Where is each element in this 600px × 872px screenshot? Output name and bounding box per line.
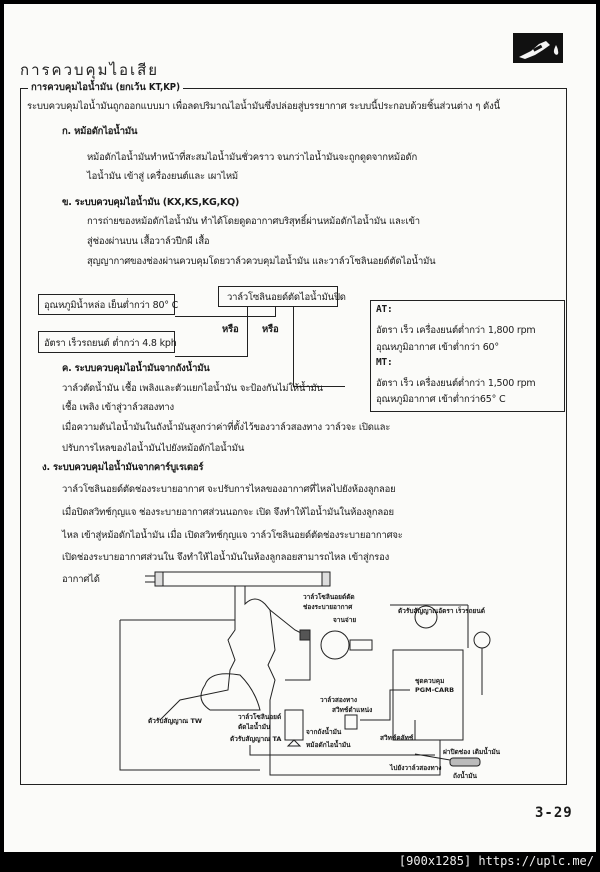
rpm-condition-box: AT: อัตรา เร็ว เครื่องยนต์ต่ำกว่า 1,800 rpm อุณหภูมิอากาศ เข้าต่ำกว่า 60° MT: อัตรา เร็ว เครื่องยนต์ต่ำกว่า 1,500 rpm อุณหภูมิอากาศ เข้าต่ำกว่า65° C xyxy=(370,300,565,412)
speed-condition-box: อัตรา เร็วรถยนต์ ต่ำกว่า 4.8 kph xyxy=(38,331,175,353)
item-a-line: หม้อดักไอน้ำมันทำหน้าที่สะสมไอน้ำมันชั่วคราว จนกว่าไอน้ำมันจะถูกดูดจากหม้อดัก xyxy=(87,152,417,163)
item-d-heading: ง. ระบบควบคุมไอน้ำมันจากคาร์บูเรเตอร์ xyxy=(42,462,204,473)
item-c-heading: ค. ระบบควบคุมไอน้ำมันจากถังน้ำมัน xyxy=(62,363,210,374)
item-c-line: วาล์วตัดน้ำมัน เชื้อ เพลิงและตัวแยกไอน้ำมัน จะป้องกันไม่ให้น้ำมัน xyxy=(62,383,323,394)
or-label: หรือ xyxy=(222,324,239,335)
item-d-line: ไหล เข้าสู่หม้อดักไอน้ำมัน เมื่อ เปิดสวิทช์กุญแจ วาล์วโซลินอยด์ตัดช่องระบายอากาศจะ xyxy=(62,530,403,541)
connector xyxy=(293,307,294,387)
connector xyxy=(175,356,248,357)
connector xyxy=(247,307,248,356)
item-a-line: ไอน้ำมัน เข้าสู่ เครื่องยนต์และ เผาไหม้ xyxy=(87,171,238,182)
item-d-line: อากาศได้ xyxy=(62,574,100,585)
item-d-line: เปิดช่องระบายอากาศส่วนใน จึงทำให้ไอน้ำมันในห้องลูกลอยสามารถไหล เข้าสู่กรอง xyxy=(62,552,390,563)
connector xyxy=(275,307,276,316)
item-c-line: เชื้อ เพลิง เข้าสู่วาล์วสองทาง xyxy=(62,402,174,413)
intro-text: ระบบควบคุมไอน้ำมันถูกออกแบบมา เพื่อลดปริมาณไอน้ำมันซึ่งปล่อยสู่บรรยากาศ ระบบนี้ประกอบด้วยชิ้นส่วนต่าง ๆ ดังนี้ xyxy=(27,101,500,112)
or-label: หรือ xyxy=(262,324,279,335)
item-b-heading: ข. ระบบควบคุมไอน้ำมัน (KX,KS,KG,KQ) xyxy=(62,197,240,208)
item-c-line: เมื่อความดันไอน้ำมันในถังน้ำมันสูงกว่าค่าที่ตั้งไว้ของวาล์วสองทาง วาล์วจะ เปิดและ xyxy=(62,422,391,433)
item-b-line: สู่ช่องผ่านบน เสื้อวาล์วปีกผี เสื้อ xyxy=(87,236,210,247)
item-d-line: วาล์วโซลินอยด์ตัดช่องระบายอากาศ จะปรับการไหลของอากาศที่ไหลไปยังห้องลูกลอย xyxy=(62,484,396,495)
page-title: การควบคุมไอเสีย xyxy=(20,61,160,79)
connector xyxy=(175,316,276,317)
item-d-line: เมื่อปิดสวิทช์กุญแจ ช่องระบายอากาศส่วนนอกจะ เปิด จึงทำให้ไอน้ำมันในห้องลูกลอย xyxy=(62,507,394,518)
page-number: 3-29 xyxy=(535,805,573,821)
watermark-text: [900x1285] https://uplc.me/ xyxy=(398,854,594,868)
fuel-nozzle-icon xyxy=(513,33,563,63)
item-b-line: การถ่ายของหม้อดักไอน้ำมัน ทำได้โดยดูดอากาศบริสุทธิ์ผ่านหม้อดักไอน้ำมัน และเข้า xyxy=(87,216,420,227)
coolant-condition-box: อุณหภูมิน้ำหล่อ เย็นต่ำกว่า 80° C xyxy=(38,294,175,315)
watermark-bar xyxy=(0,852,600,872)
solenoid-cut-box: วาล์วโซลินอยด์ตัดไอน้ำมันปิด xyxy=(218,286,338,307)
system-diagram: วาล์วโซลินอยด์ตัด ช่องระบายอากาศ ตัวรับสัญญาณอัตรา เร็วรถยนต์ จานจ่าย ชุดควบคุม PGM-CARB ตัวรับสัญญาณ TW วาล์วโซลินอยด์ ตัดไอน้ำมัน วาล์วสองทาง สวิทช์ตำแหน่ง ตัวรับสัญญาณ TA จากถังน้ำมัน หม้อดักไอน้ำมัน สวิทช์คลัทช์ ฝาปิดช่อง เติมน้ำมัน ไปยังวาล์วสองทาง ถังน้ำมัน xyxy=(110,570,500,785)
section-legend: การควบคุมไอน้ำมัน (ยกเว้น KT,KP) xyxy=(28,80,183,95)
item-a-heading: ก. หม้อดักไอน้ำมัน xyxy=(62,126,138,137)
item-b-line: สุญญากาศของช่องผ่านควบคุมโดยวาล์วควบคุมไอน้ำมัน และวาล์วโซลินอยด์ตัดไอน้ำมัน xyxy=(87,256,436,267)
item-c-line: ปรับการไหลของไอน้ำมันไปยังหม้อดักไอน้ำมัน xyxy=(62,443,245,454)
